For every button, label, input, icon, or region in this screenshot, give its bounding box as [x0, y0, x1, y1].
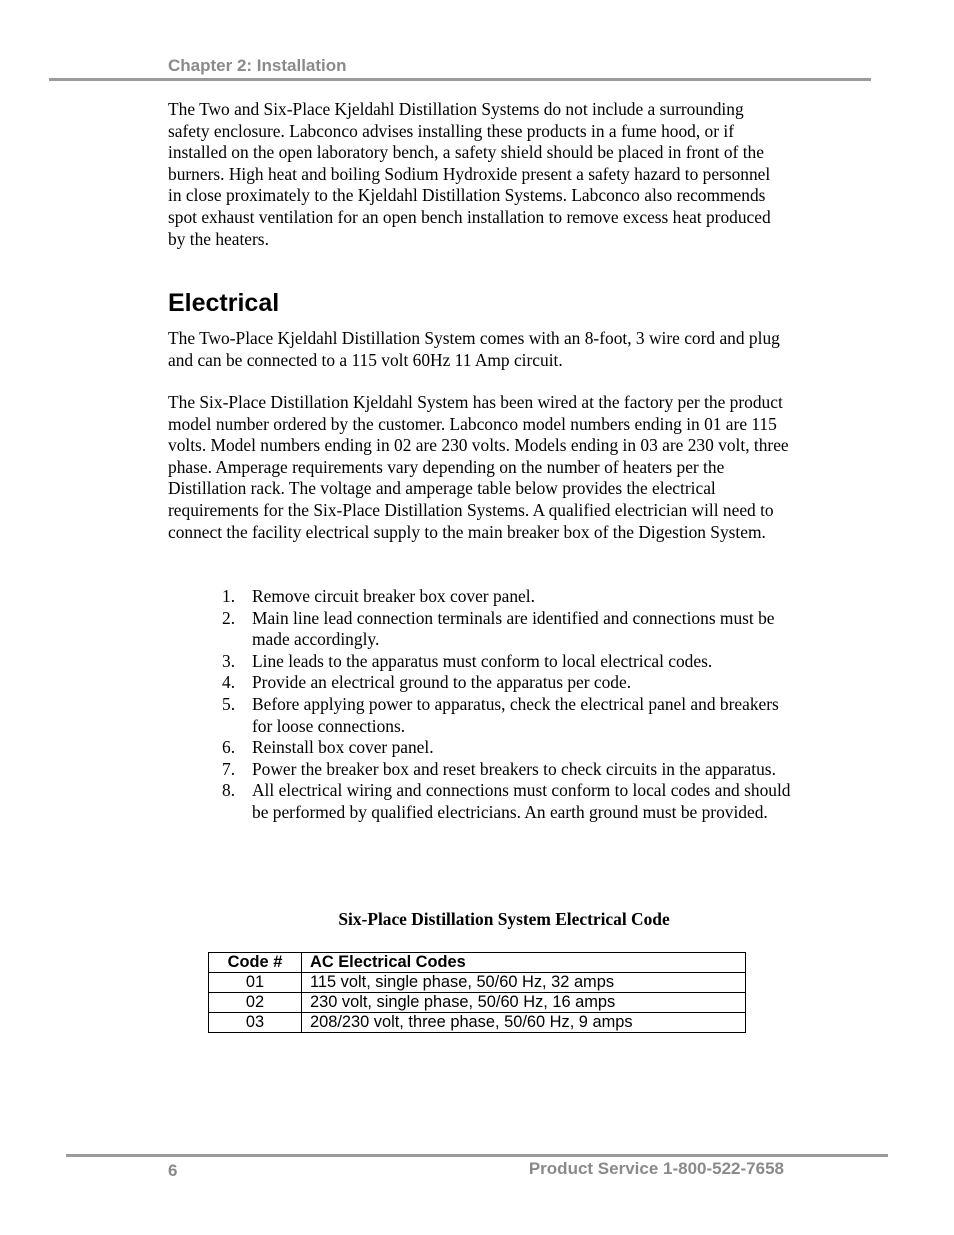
step-text: Reinstall box cover panel.	[252, 737, 434, 758]
intro-paragraph: The Two and Six-Place Kjeldahl Distillation Systems do not include a surrounding safety enclosure. Labconco advises installing these products in a fume hood, or if installed on the open laboratory bench, a safety shield should be placed in front of the burners. High heat and boiling Sodium Hydroxide present a safety hazard to personnel in close proximately to the Kjeldahl Distillation Systems. Labconco also recommends spot exhaust ventilation for an open bench installation to remove excess heat produced by the heaters.	[168, 99, 771, 249]
code-cell: 02	[209, 993, 302, 1013]
electrical-paragraph-1: The Two-Place Kjeldahl Distillation System comes with an 8-foot, 3 wire cord and plug and can be connected to a 115 volt 60Hz 11 Amp circuit.	[168, 328, 780, 370]
step-text: Line leads to the apparatus must conform to local electrical codes.	[252, 650, 713, 671]
step-item	[222, 586, 792, 608]
step-number: 4.	[222, 672, 236, 693]
column-header-code: Code #	[209, 953, 302, 973]
spec-cell: 208/230 volt, three phase, 50/60 Hz, 9 amps	[302, 1013, 746, 1033]
section-heading: Electrical	[168, 289, 280, 317]
electrical-code-table	[208, 952, 746, 1033]
spec-cell: 230 volt, single phase, 50/60 Hz, 16 amps	[302, 993, 746, 1013]
step-number: 7.	[222, 758, 236, 779]
code-cell: 01	[209, 973, 302, 993]
step-text: Main line lead connection terminals are identified and connections must be made accordingly.	[252, 607, 775, 650]
step-text: All electrical wiring and connections must conform to local codes and should be performed by qualified electricians. An earth ground must be provided.	[252, 780, 791, 822]
electrical-paragraph-2: The Six-Place Distillation Kjeldahl System has been wired at the factory per the product model number ordered by the customer. Labconco model numbers ending in 01 are 115 volts. Model numbers ending in 02 are 230 volts. Models ending in 03 are 230 volt, three phase. Amperage requirements vary depending on the number of heaters per the Distillation rack. The voltage and amperage table below provides the electrical requirements for the Six-Place Distillation Systems. A qualified electrician will need to connect the facility electrical supply to the main breaker box of the Digestion System.	[168, 392, 789, 542]
step-item	[222, 651, 792, 673]
step-item	[222, 672, 792, 694]
code-cell: 03	[209, 1013, 302, 1033]
table-title: Six-Place Distillation System Electrical Code	[338, 909, 670, 929]
step-text: Provide an electrical ground to the apparatus per code.	[252, 672, 632, 693]
step-number: 1.	[222, 586, 236, 606]
step-text: Power the breaker box and reset breakers to check circuits in the apparatus.	[252, 758, 776, 779]
step-text: Remove circuit breaker box cover panel.	[252, 586, 535, 606]
step-number: 3.	[222, 650, 236, 671]
step-number: 2.	[222, 607, 236, 628]
table-row	[209, 973, 746, 993]
step-number: 5.	[222, 693, 236, 714]
table-header-row	[209, 953, 746, 973]
step-item	[222, 759, 792, 781]
product-service-line: Product Service 1-800-522-7658	[528, 1159, 784, 1178]
step-text: Before applying power to apparatus, check the electrical panel and breakers for loose connections.	[252, 693, 779, 736]
table-row	[209, 1013, 746, 1033]
footer-divider	[66, 1154, 888, 1157]
chapter-header: Chapter 2: Installation	[168, 56, 347, 75]
column-header-ac-codes: AC Electrical Codes	[302, 953, 746, 973]
step-number: 6.	[222, 737, 236, 758]
step-item	[222, 737, 792, 759]
table-row	[209, 993, 746, 1013]
spec-cell: 115 volt, single phase, 50/60 Hz, 32 amps	[302, 973, 746, 993]
installation-steps	[222, 586, 792, 824]
step-item	[222, 780, 792, 823]
step-number: 8.	[222, 780, 236, 801]
header-divider	[49, 78, 871, 81]
page-number: 6	[168, 1161, 178, 1180]
step-item	[222, 694, 792, 737]
step-item	[222, 608, 792, 651]
